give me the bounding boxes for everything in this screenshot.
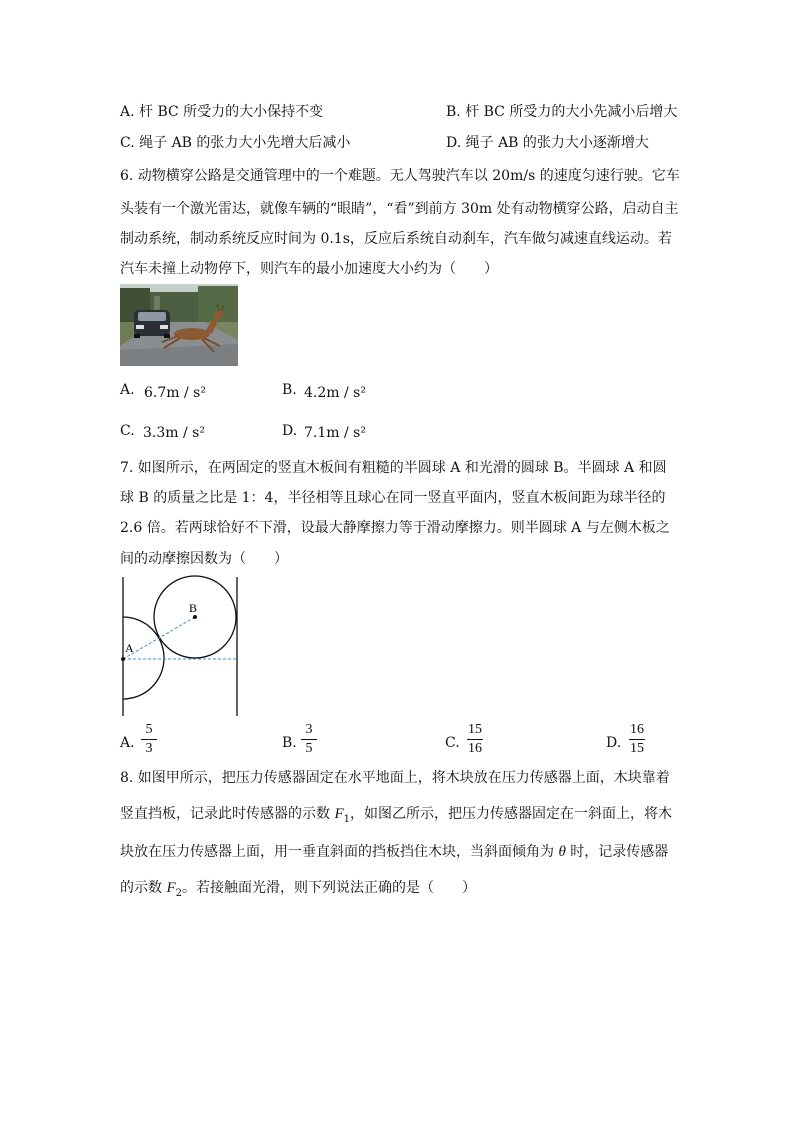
q7-stem-line-3: 2.6 倍。若两球恰好不下滑，设最大静摩擦力等于滑动摩擦力。则半圆球 A 与左侧木板之 [120,520,670,536]
q6-stem-line-1: 6. 动物横穿公路是交通管理中的一个难题。无人驾驶汽车以 20m/s 的速度匀速行驶。它车 [120,168,680,184]
deer-crossing-road-photo [120,284,238,366]
q8-line2-text-end: ，如图乙所示，把压力传感器固定在一斜面上，将木 [350,806,672,822]
q8-stem-line-1: 8. 如图甲所示，把压力传感器固定在水平地面上，将木块放在压力传感器上面，木块靠着 [120,770,670,786]
q7-balls-diagram [110,574,240,720]
q8-line3-text: 块放在压力传感器上面，用一垂直斜面的挡板挡住木块，当斜面倾角为 [120,844,559,860]
q8-var-f1: F [334,806,344,822]
q7-d-denominator: 15 [630,741,644,756]
q6-option-b-value: 4.2m / s² [304,385,366,401]
q6-option-d-letter[interactable]: D. [282,423,298,439]
q6-option-d-value: 7.1m / s² [304,425,366,441]
fraction-bar [629,739,645,740]
q8-line3-text-end: 时，记录传感器 [565,844,669,860]
q7-a-numerator: 5 [145,722,153,737]
q8-line4-text-end: 。若接触面光滑，则下列说法正确的是（ ） [182,880,476,896]
fraction-bar [141,739,157,740]
q5-option-d[interactable]: D. 绳子 AB 的张力大小逐渐增大 [446,135,649,151]
q7-stem-line-1: 7. 如图所示，在两固定的竖直木板间有粗糙的半圆球 A 和光滑的圆球 B。半圆球 A 和圆 [120,460,667,476]
center-a-dot [121,657,125,661]
q6-stem-line-3: 制动系统，制动系统反应时间为 0.1s，反应后系统自动刹车，汽车做匀减速直线运动。若 [120,231,672,247]
q7-option-a-fraction [139,722,159,757]
q6-stem-line-4: 汽车未撞上动物停下，则汽车的最小加速度大小约为（ ） [120,261,498,277]
center-b-dot [193,615,197,619]
q7-option-c-fraction [465,722,485,757]
q8-sub-2: 2 [175,887,182,899]
q7-option-b-letter[interactable]: B. [282,735,297,751]
q8-stem-line-3 [120,842,668,862]
q7-b-denominator: 5 [305,741,313,756]
label-b: B [189,601,198,615]
q5-option-a[interactable]: A. 杆 BC 所受力的大小保持不变 [120,104,324,120]
label-a: A [125,641,134,655]
q6-option-c-value: 3.3m / s² [143,425,205,441]
q7-option-d-fraction [627,722,647,757]
q7-a-denominator: 3 [145,741,153,756]
center-line [123,617,195,659]
q8-stem-line-4 [120,878,476,904]
fraction-bar [301,739,317,740]
fraction-bar [467,739,483,740]
q7-d-numerator: 16 [630,722,644,737]
q5-option-c[interactable]: C. 绳子 AB 的张力大小先增大后减小 [120,135,351,151]
q8-line2-text: 竖直挡板，记录此时传感器的示数 [120,806,335,822]
q7-option-d-letter[interactable]: D. [606,735,622,751]
q6-stem-line-2: 头装有一个激光雷达，就像车辆的“眼睛”，“看”到前方 30m 处有动物横穿公路，启动自主 [120,201,679,217]
q6-option-a-value: 6.7m / s² [144,385,206,401]
q8-stem-line-2 [120,804,672,830]
q7-option-c-letter[interactable]: C. [445,735,460,751]
q7-stem-line-2: 球 B 的质量之比是 1：4，半径相等且球心在同一竖直平面内，竖直木板间距为球半径的 [120,490,666,506]
q5-option-b[interactable]: B. 杆 BC 所受力的大小先减小后增大 [446,104,678,120]
q8-sub-1: 1 [343,813,350,825]
q7-b-numerator: 3 [305,722,313,737]
q7-option-a-letter[interactable]: A. [120,735,135,751]
q6-option-c-letter[interactable]: C. [120,423,135,439]
q6-option-b-letter[interactable]: B. [282,382,297,398]
q8-var-f2: F [166,880,176,896]
q7-option-b-fraction [299,722,319,757]
q6-option-a-letter[interactable]: A. [120,382,135,398]
q7-c-denominator: 16 [468,741,482,756]
q7-c-numerator: 15 [468,722,482,737]
half-ball-a [123,617,164,699]
q8-line4-text: 的示数 [120,880,167,896]
q7-stem-line-4: 间的动摩擦因数为（ ） [120,551,288,567]
q8-var-theta: θ [558,844,566,860]
